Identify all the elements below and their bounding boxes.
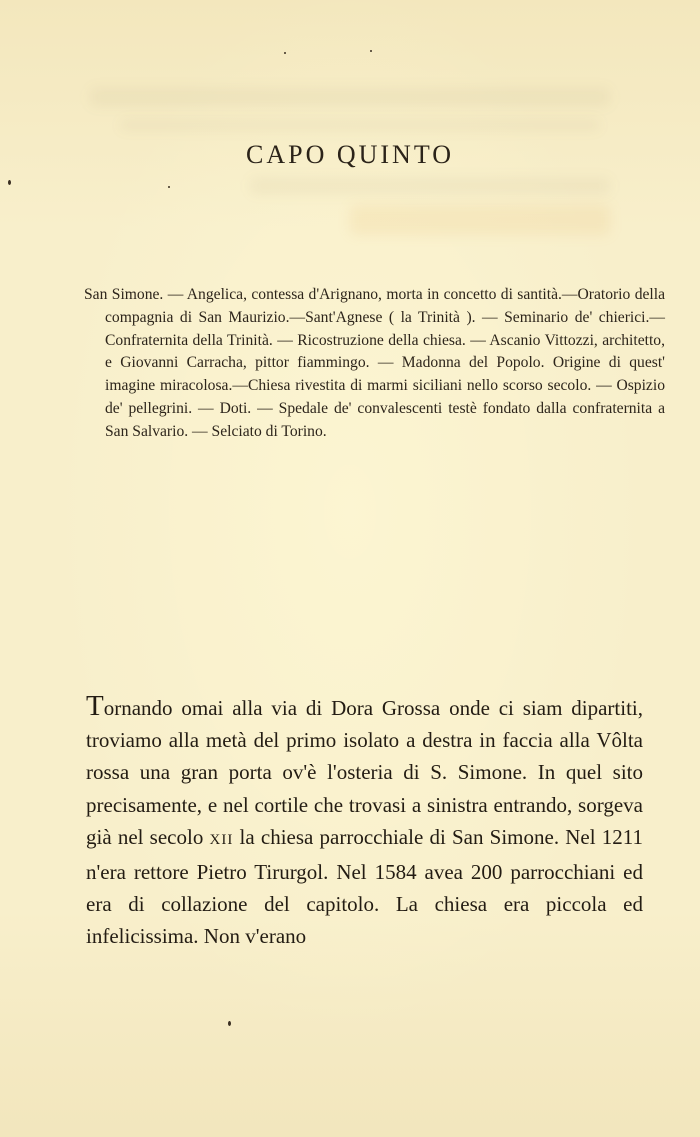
drop-cap-letter: T [86, 690, 104, 722]
show-through-stain [250, 178, 610, 194]
ink-speck [228, 1021, 231, 1026]
ink-speck [8, 180, 11, 185]
show-through-stain [90, 88, 610, 106]
chapter-summary: San Simone. — Angelica, contessa d'Arignano, morta in concetto di santità.—Oratorio della compagnia di San Maurizio.—Sant'Agnese ( la Trinità ). — Seminario de' chierici.—Confraternita della Trinità. — Ricostruzione della chiesa. — Ascanio Vittozzi, architetto, e Giovanni Carracha, pittor fiammingo. — Madonna del Popolo. Origine di quest' imagine miracolosa.—Chiesa rivestita di marmi siciliani nello scorso secolo. — Ospizio de' pellegrini. — Doti. — Spedale de' convalescenti testè fondato dalla confraternita a San Salvario. — Selciato di Torino. [84, 286, 665, 440]
body-text-part: ornando omai alla via di Dora Grossa onde ci siam dipartiti, troviamo alla metà del primo isolato a destra in faccia alla Vôlta rossa una gran porta ov'è l'osteria di S. Simone. In quel sito precisamente, e nel cortile che trovasi a sinistra entrando, sorgeva già nel secolo [86, 696, 643, 849]
ink-speck [168, 186, 170, 188]
chapter-title: CAPO QUINTO [245, 140, 455, 169]
ink-speck [370, 50, 372, 52]
ink-speck [284, 52, 286, 54]
show-through-stain [120, 120, 600, 130]
show-through-stain [350, 205, 610, 235]
century-numeral: XII [209, 831, 234, 848]
body-paragraph [86, 692, 643, 953]
body-text-part: la chiesa parrocchiale di San Simone. Nel 1211 n'era rettore Pietro Tirurgol. Nel 1584 avea 200 parrocchiani ed era di collazione del capitolo. La chiesa era piccola ed infelicissima. Non v'erano [86, 824, 643, 949]
